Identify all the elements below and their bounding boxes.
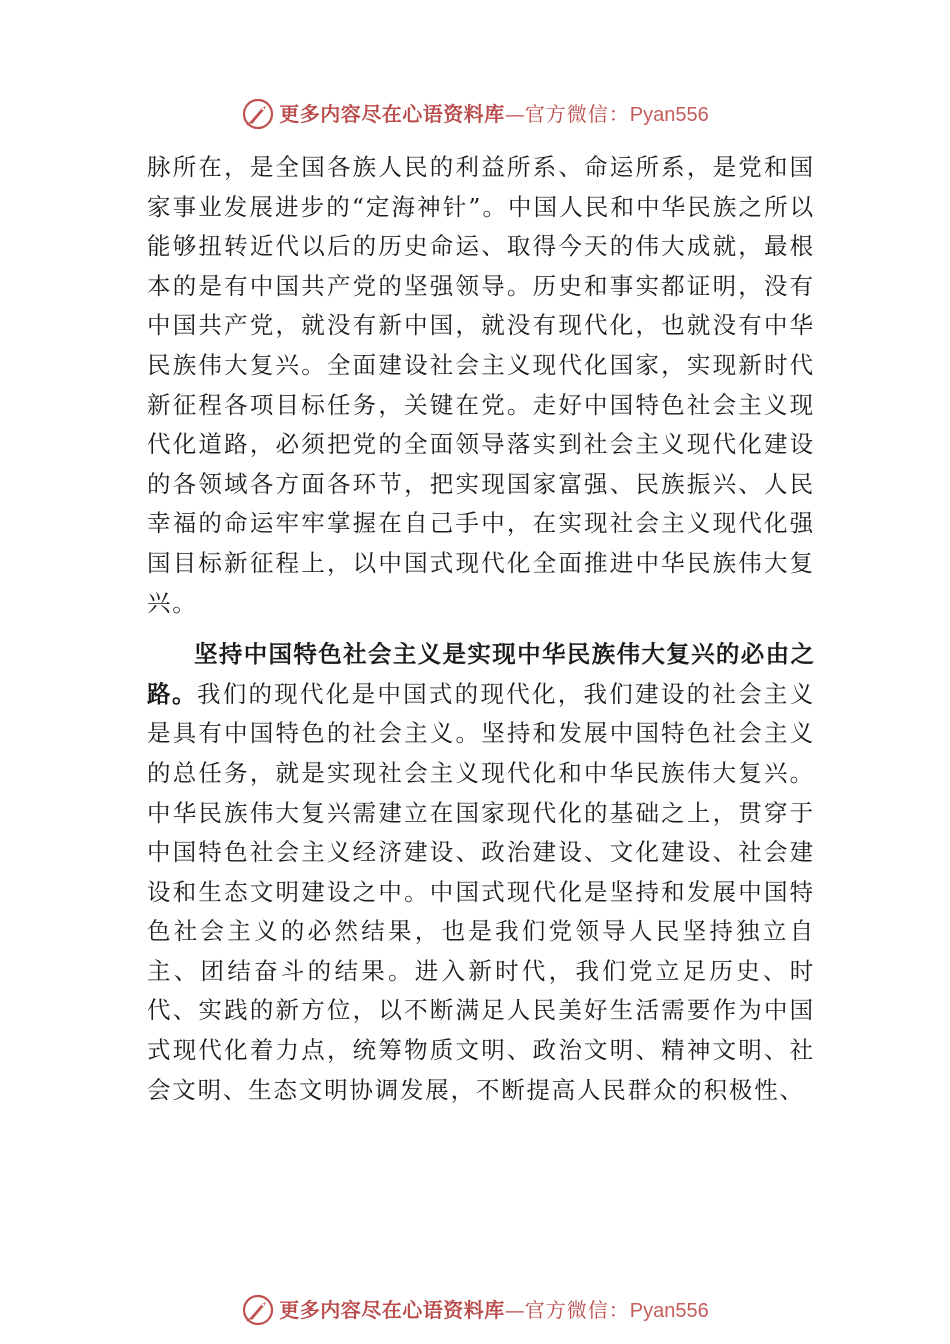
header-wechat-id: Pyan556 [629, 103, 709, 126]
footer-banner [0, 1290, 950, 1330]
pen-nib-logo-icon [241, 1293, 275, 1327]
document-body [147, 148, 815, 1110]
paragraph-2 [147, 635, 815, 1110]
footer-promo: 更多内容尽在心语资料库 [279, 1297, 505, 1322]
footer-wechat-id: Pyan556 [629, 1299, 709, 1322]
pen-nib-logo-icon [241, 97, 275, 131]
footer-text [279, 1290, 708, 1331]
paragraph-2-text: 我们的现代化是中国式的现代化，我们建设的社会主义是具有中国特色的社会主义。坚持和发展中国特色社会主义的总任务，就是实现社会主义现代化和中华民族伟大复兴。中华民族伟大复兴需建立在国家现代化的基础之上，贯穿于中国特色社会主义经济建设、政治建设、文化建设、社会建设和生态文明建设之中。中国式现代化是坚持和发展中国特色社会主义的必然结果，也是我们党领导人民坚持独立自主、团结奋斗的结果。进入新时代，我们党立足历史、时代、实践的新方位，以不断满足人民美好生活需要作为中国式现代化着力点，统筹物质文明、政治文明、精神文明、社会文明、生态文明协调发展，不断提高人民群众的积极性、 [147, 679, 816, 1104]
header-text [279, 94, 708, 135]
footer-official-label: 官方微信： [524, 1297, 630, 1322]
paragraph-2-heading: 坚持中国特色社会主义是实现中华民族伟大复兴的必由之路。 [147, 640, 815, 708]
header-banner [0, 94, 950, 134]
header-official-label: 官方微信： [524, 101, 630, 126]
footer-dash: — [504, 1297, 525, 1322]
header-promo: 更多内容尽在心语资料库 [279, 101, 505, 126]
paragraph-1: 脉所在，是全国各族人民的利益所系、命运所系，是党和国家事业发展进步的“定海神针”。中国人民和中华民族之所以能够扭转近代以后的历史命运、取得今天的伟大成就，最根本的是有中国共产党的坚强领导。历史和事实都证明，没有中国共产党，就没有新中国，就没有现代化，也就没有中华民族伟大复兴。全面建设社会主义现代化国家，实现新时代新征程各项目标任务，关键在党。走好中国特色社会主义现代化道路，必须把党的全面领导落实到社会主义现代化建设的各领域各方面各环节，把实现国家富强、民族振兴、人民幸福的命运牢牢掌握在自己手中，在实现社会主义现代化强国目标新征程上，以中国式现代化全面推进中华民族伟大复兴。 [147, 153, 815, 617]
header-dash: — [504, 101, 525, 126]
